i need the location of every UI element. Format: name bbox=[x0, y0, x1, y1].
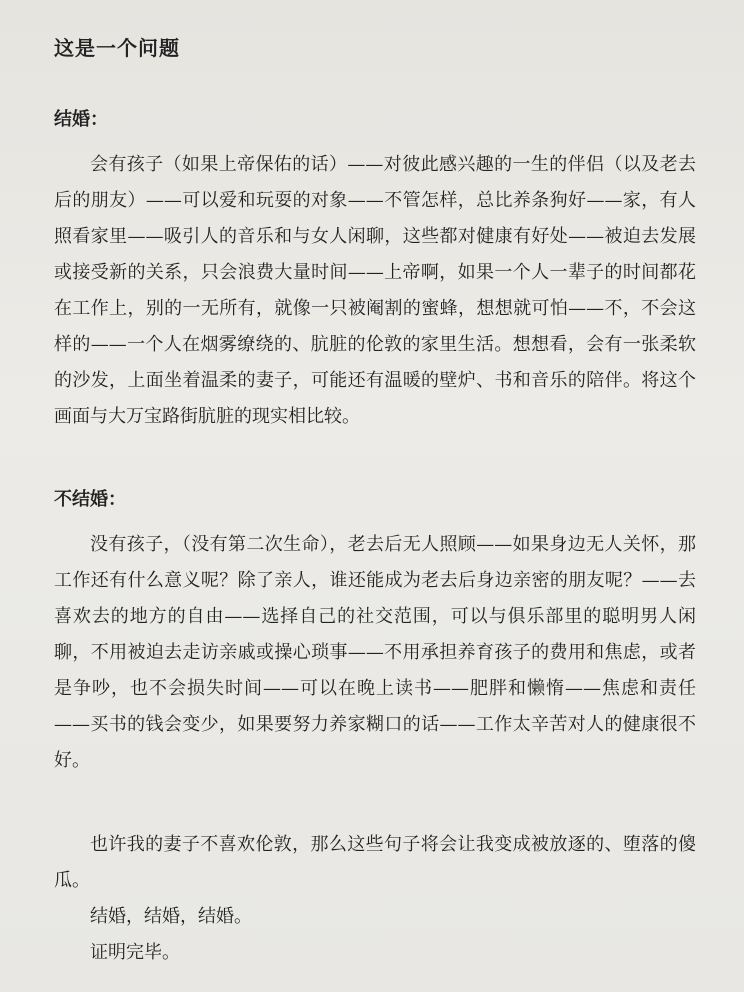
conclusion bbox=[54, 827, 696, 971]
conclusion-line-marry: 结婚，结婚，结婚。 bbox=[90, 906, 252, 927]
not-marry-paragraph: 没有孩子，（没有第二次生命），老去后无人照顾——如果身边无人关怀，那工作还有什么意义呢？除了亲人，谁还能成为老去后身边亲密的朋友呢？——去喜欢去的地方的自由——选择自己的社交范围，可以与俱乐部里的聪明男人闲聊，不用被迫去走访亲戚或操心琐事——不用承担养育孩子的费用和焦虑，或者是争吵，也不会损失时间——可以在晚上读书——肥胖和懒惰——焦虑和责任——买书的钱会变少，如果要努力养家糊口的话——工作太辛苦对人的健康很不好。 bbox=[54, 534, 696, 771]
conclusion-paragraph: 也许我的妻子不喜欢伦敦，那么这些句子将会让我变成被放逐的、堕落的傻瓜。 bbox=[54, 834, 696, 891]
not-marry-heading: 不结婚： bbox=[54, 489, 126, 510]
section-not-marry bbox=[54, 485, 696, 779]
marry-paragraph: 会有孩子（如果上帝保佑的话）——对彼此感兴趣的一生的伴侣（以及老去后的朋友）——可以爱和玩耍的对象——不管怎样，总比养条狗好——家，有人照看家里——吸引人的音乐和与女人闲聊，这些都对健康有好处——被迫去发展或接受新的关系，只会浪费大量时间——上帝啊，如果一个人一辈子的时间都花在工作上，别的一无所有，就像一只被阉割的蜜蜂，想想就可怕——不，不会这样的——一个人在烟雾缭绕的、肮脏的伦敦的家里生活。想想看，会有一张柔软的沙发，上面坐着温柔的妻子，可能还有温暖的壁炉、书和音乐的陪伴。将这个画面与大万宝路街肮脏的现实相比较。 bbox=[54, 154, 696, 427]
page-title: 这是一个问题 bbox=[54, 36, 180, 60]
conclusion-line-qed: 证明完毕。 bbox=[90, 942, 180, 963]
marry-heading: 结婚： bbox=[54, 109, 108, 130]
section-marry bbox=[54, 105, 696, 435]
